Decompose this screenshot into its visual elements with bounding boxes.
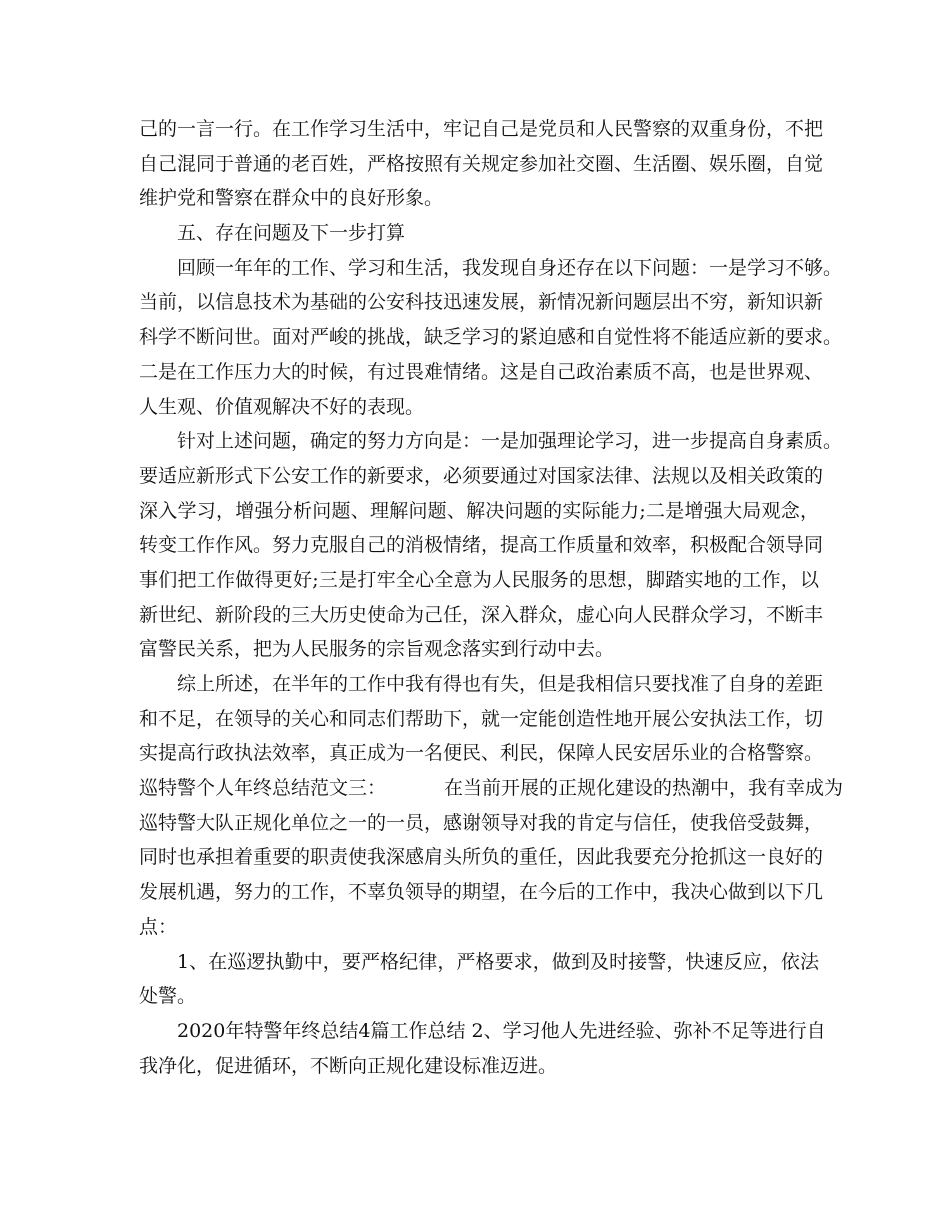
text-line: 同时也承担着重要的职责使我深感肩头所负的重任，因此我要充分抢抓这一良好的: [139, 846, 824, 869]
text-line: 人生观、价值观解决不好的表现。: [139, 395, 425, 418]
text-line: 富警民关系，把为人民服务的宗旨观念落实到行动中去。: [139, 638, 615, 661]
text-line: 2020年特警年终总结4篇工作总结 2、学习他人先进经验、弥补不足等进行自: [177, 1019, 826, 1042]
text-line: 二是在工作压力大的时候，有过畏难情绪。这是自己政治素质不高，也是世界观、: [139, 360, 824, 383]
section-heading: 五、存在问题及下一步打算: [177, 222, 406, 245]
text-line: 点：: [139, 915, 178, 938]
text-line: [139, 771, 844, 806]
document-body: [139, 112, 844, 1083]
section-title: 巡特警个人年终总结范文三：: [139, 777, 387, 800]
text-line: 回顾一年年的工作、学习和生活，我发现自身还存在以下问题：一是学习不够。: [177, 256, 843, 279]
text-line: 转变工作作风。努力克服自己的消极情绪，提高工作质量和效率，积极配合领导同: [139, 534, 824, 557]
text-line: 综上所述，在半年的工作中我有得也有失，但是我相信只要找准了自身的差距: [177, 673, 824, 695]
text-line: 当前，以信息技术为基础的公安科技迅速发展，新情况新问题层出不穷，新知识新: [139, 291, 824, 314]
text-line: 事们把工作做得更好;三是打牢全心全意为人民服务的思想，脚踏实地的工作，以: [139, 568, 819, 591]
text-line: 己的一言一行。在工作学习生活中，牢记自己是党员和人民警察的双重身份，不把: [139, 118, 824, 140]
text-line: 针对上述问题，确定的努力方向是：一是加强理论学习，进一步提高自身素质。: [177, 430, 843, 453]
text-line: 自己混同于普通的老百姓，严格按照有关规定参加社交圈、生活圈、娱乐圈，自觉: [139, 152, 824, 175]
text-line: 维护党和警察在群众中的良好形象。: [139, 187, 444, 210]
text-line: 和不足，在领导的关心和同志们帮助下，就一定能创造性地开展公安执法工作，切: [139, 707, 824, 730]
text-line: 我净化，促进循环，不断向正规化建设标准迈进。: [139, 1054, 558, 1077]
text-line: 深入学习，增强分析问题、理解问题、解决问题的实际能力;二是增强大局观念，: [139, 499, 819, 522]
text-line: 发展机遇，努力的工作，不辜负领导的期望，在今后的工作中，我决心做到以下几: [139, 881, 824, 904]
text-line: 科学不断问世。面对严峻的挑战，缺乏学习的紧迫感和自觉性将不能适应新的要求。: [139, 326, 843, 349]
text-line: 新世纪、新阶段的三大历史使命为己任，深入群众，虚心向人民群众学习，不断丰: [139, 603, 824, 626]
text-line: 处警。: [139, 985, 197, 1008]
text-span: 在当前开展的正规化建设的热潮中，我有幸成为: [444, 777, 844, 800]
text-line: 巡特警大队正规化单位之一的一员，感谢领导对我的肯定与信任，使我倍受鼓舞，: [139, 811, 824, 834]
text-line: 1、在巡逻执勤中，要严格纪律，严格要求，做到及时接警，快速反应，依法: [177, 950, 819, 973]
text-line: 实提高行政执法效率，真正成为一名便民、利民，保障人民安居乐业的合格警察。: [139, 742, 824, 765]
text-line: 要适应新形式下公安工作的新要求，必须要通过对国家法律、法规以及相关政策的: [139, 464, 824, 487]
